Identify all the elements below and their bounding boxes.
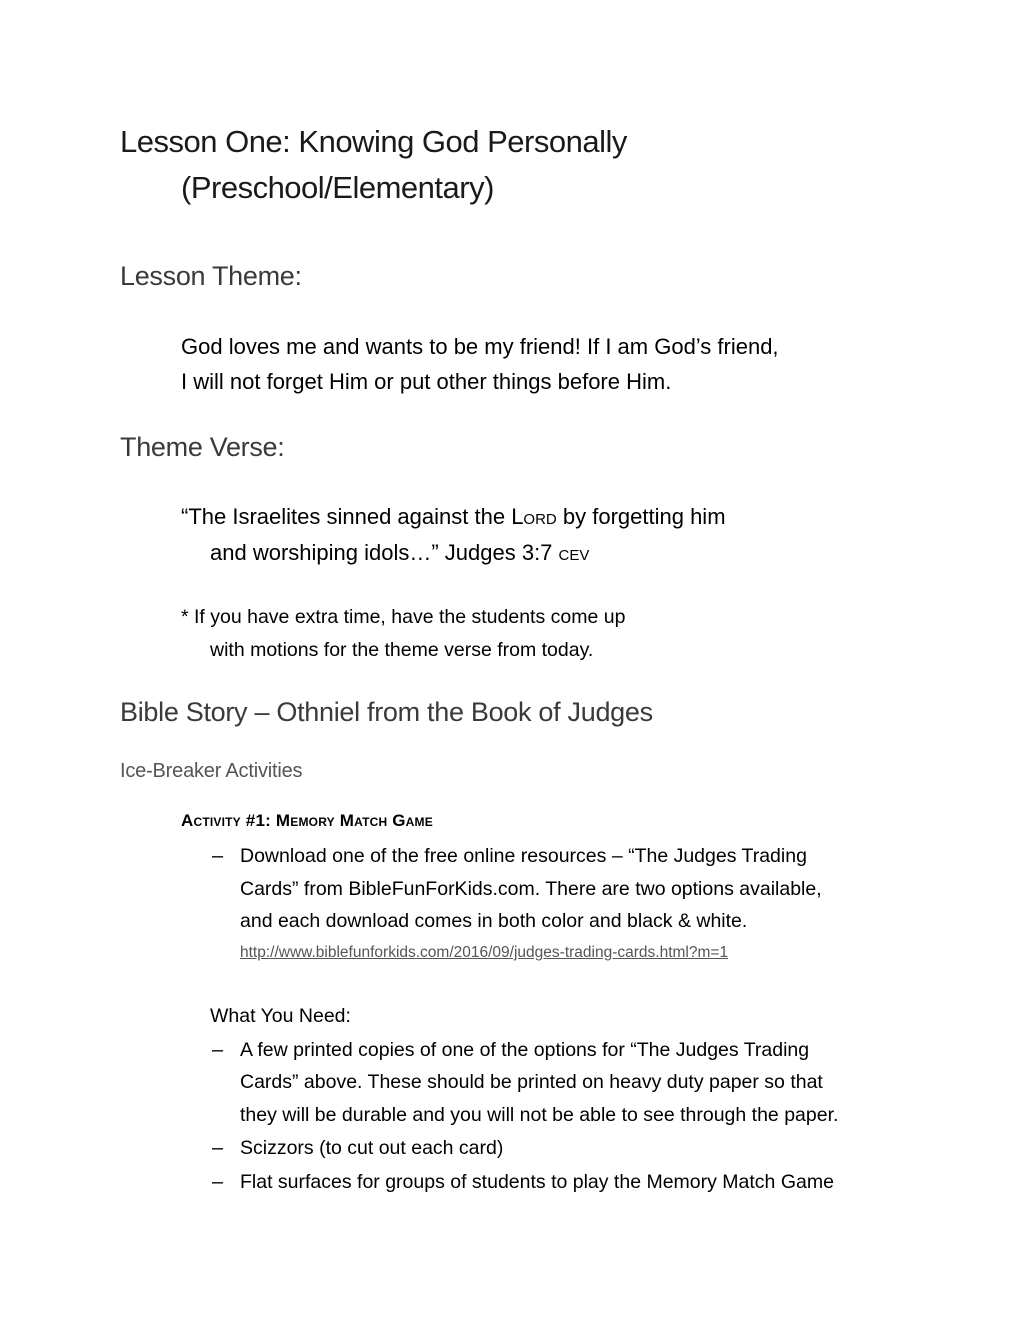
verse-text-a: “The Israelites sinned against the: [181, 504, 512, 529]
lesson-theme-text-line2: I will not forget Him or put other things before Him.: [181, 369, 672, 394]
verse-text-c: and worshiping idols…” Judges 3:7: [210, 540, 559, 565]
list-item-text: they will be durable and you will not be able to see through the paper.: [240, 1104, 839, 1126]
list-dash: –: [212, 845, 224, 867]
list-dash: –: [212, 1137, 224, 1159]
theme-verse-line1: [181, 504, 726, 530]
list-item-text: Scizzors (to cut out each card): [240, 1137, 504, 1159]
bible-story-heading: Bible Story – Othniel from the Book of Judges: [120, 697, 653, 727]
list-item-text: Cards” above. These should be printed on heavy duty paper so that: [240, 1071, 823, 1093]
page-title: Lesson One: Knowing God Personally: [120, 124, 627, 159]
lesson-theme-text-line1: God loves me and wants to be my friend! If I am God’s friend,: [181, 334, 779, 359]
list-dash: –: [212, 1039, 224, 1061]
what-you-need-heading: What You Need:: [210, 1005, 351, 1027]
trading-cards-link[interactable]: http://www.biblefunforkids.com/2016/09/judges-trading-cards.html?m=1: [240, 944, 729, 961]
list-item-text: and each download comes in both color and black & white.: [240, 910, 748, 932]
lesson-theme-heading: Lesson Theme:: [120, 261, 302, 291]
theme-verse-line2: [210, 540, 589, 566]
verse-text-b: by forgetting him: [556, 504, 726, 529]
icebreaker-heading: Ice-Breaker Activities: [120, 760, 303, 782]
verse-lord: Lord: [511, 504, 557, 529]
theme-verse-note-line2: with motions for the theme verse from today.: [210, 639, 594, 661]
verse-cev: cev: [558, 540, 590, 565]
list-item-text: Cards” from BibleFunForKids.com. There are two options available,: [240, 878, 822, 900]
page-subtitle: (Preschool/Elementary): [181, 170, 494, 205]
list-dash: –: [212, 1171, 224, 1193]
list-item-text: Download one of the free online resources – “The Judges Trading: [240, 845, 807, 867]
theme-verse-heading: Theme Verse:: [120, 432, 285, 462]
theme-verse-note-line1: * If you have extra time, have the students come up: [181, 606, 626, 628]
activity-heading: Activity #1: Memory Match Game: [181, 811, 433, 830]
list-item-text: A few printed copies of one of the options for “The Judges Trading: [240, 1039, 810, 1061]
list-item-text: Flat surfaces for groups of students to play the Memory Match Game: [240, 1171, 834, 1193]
